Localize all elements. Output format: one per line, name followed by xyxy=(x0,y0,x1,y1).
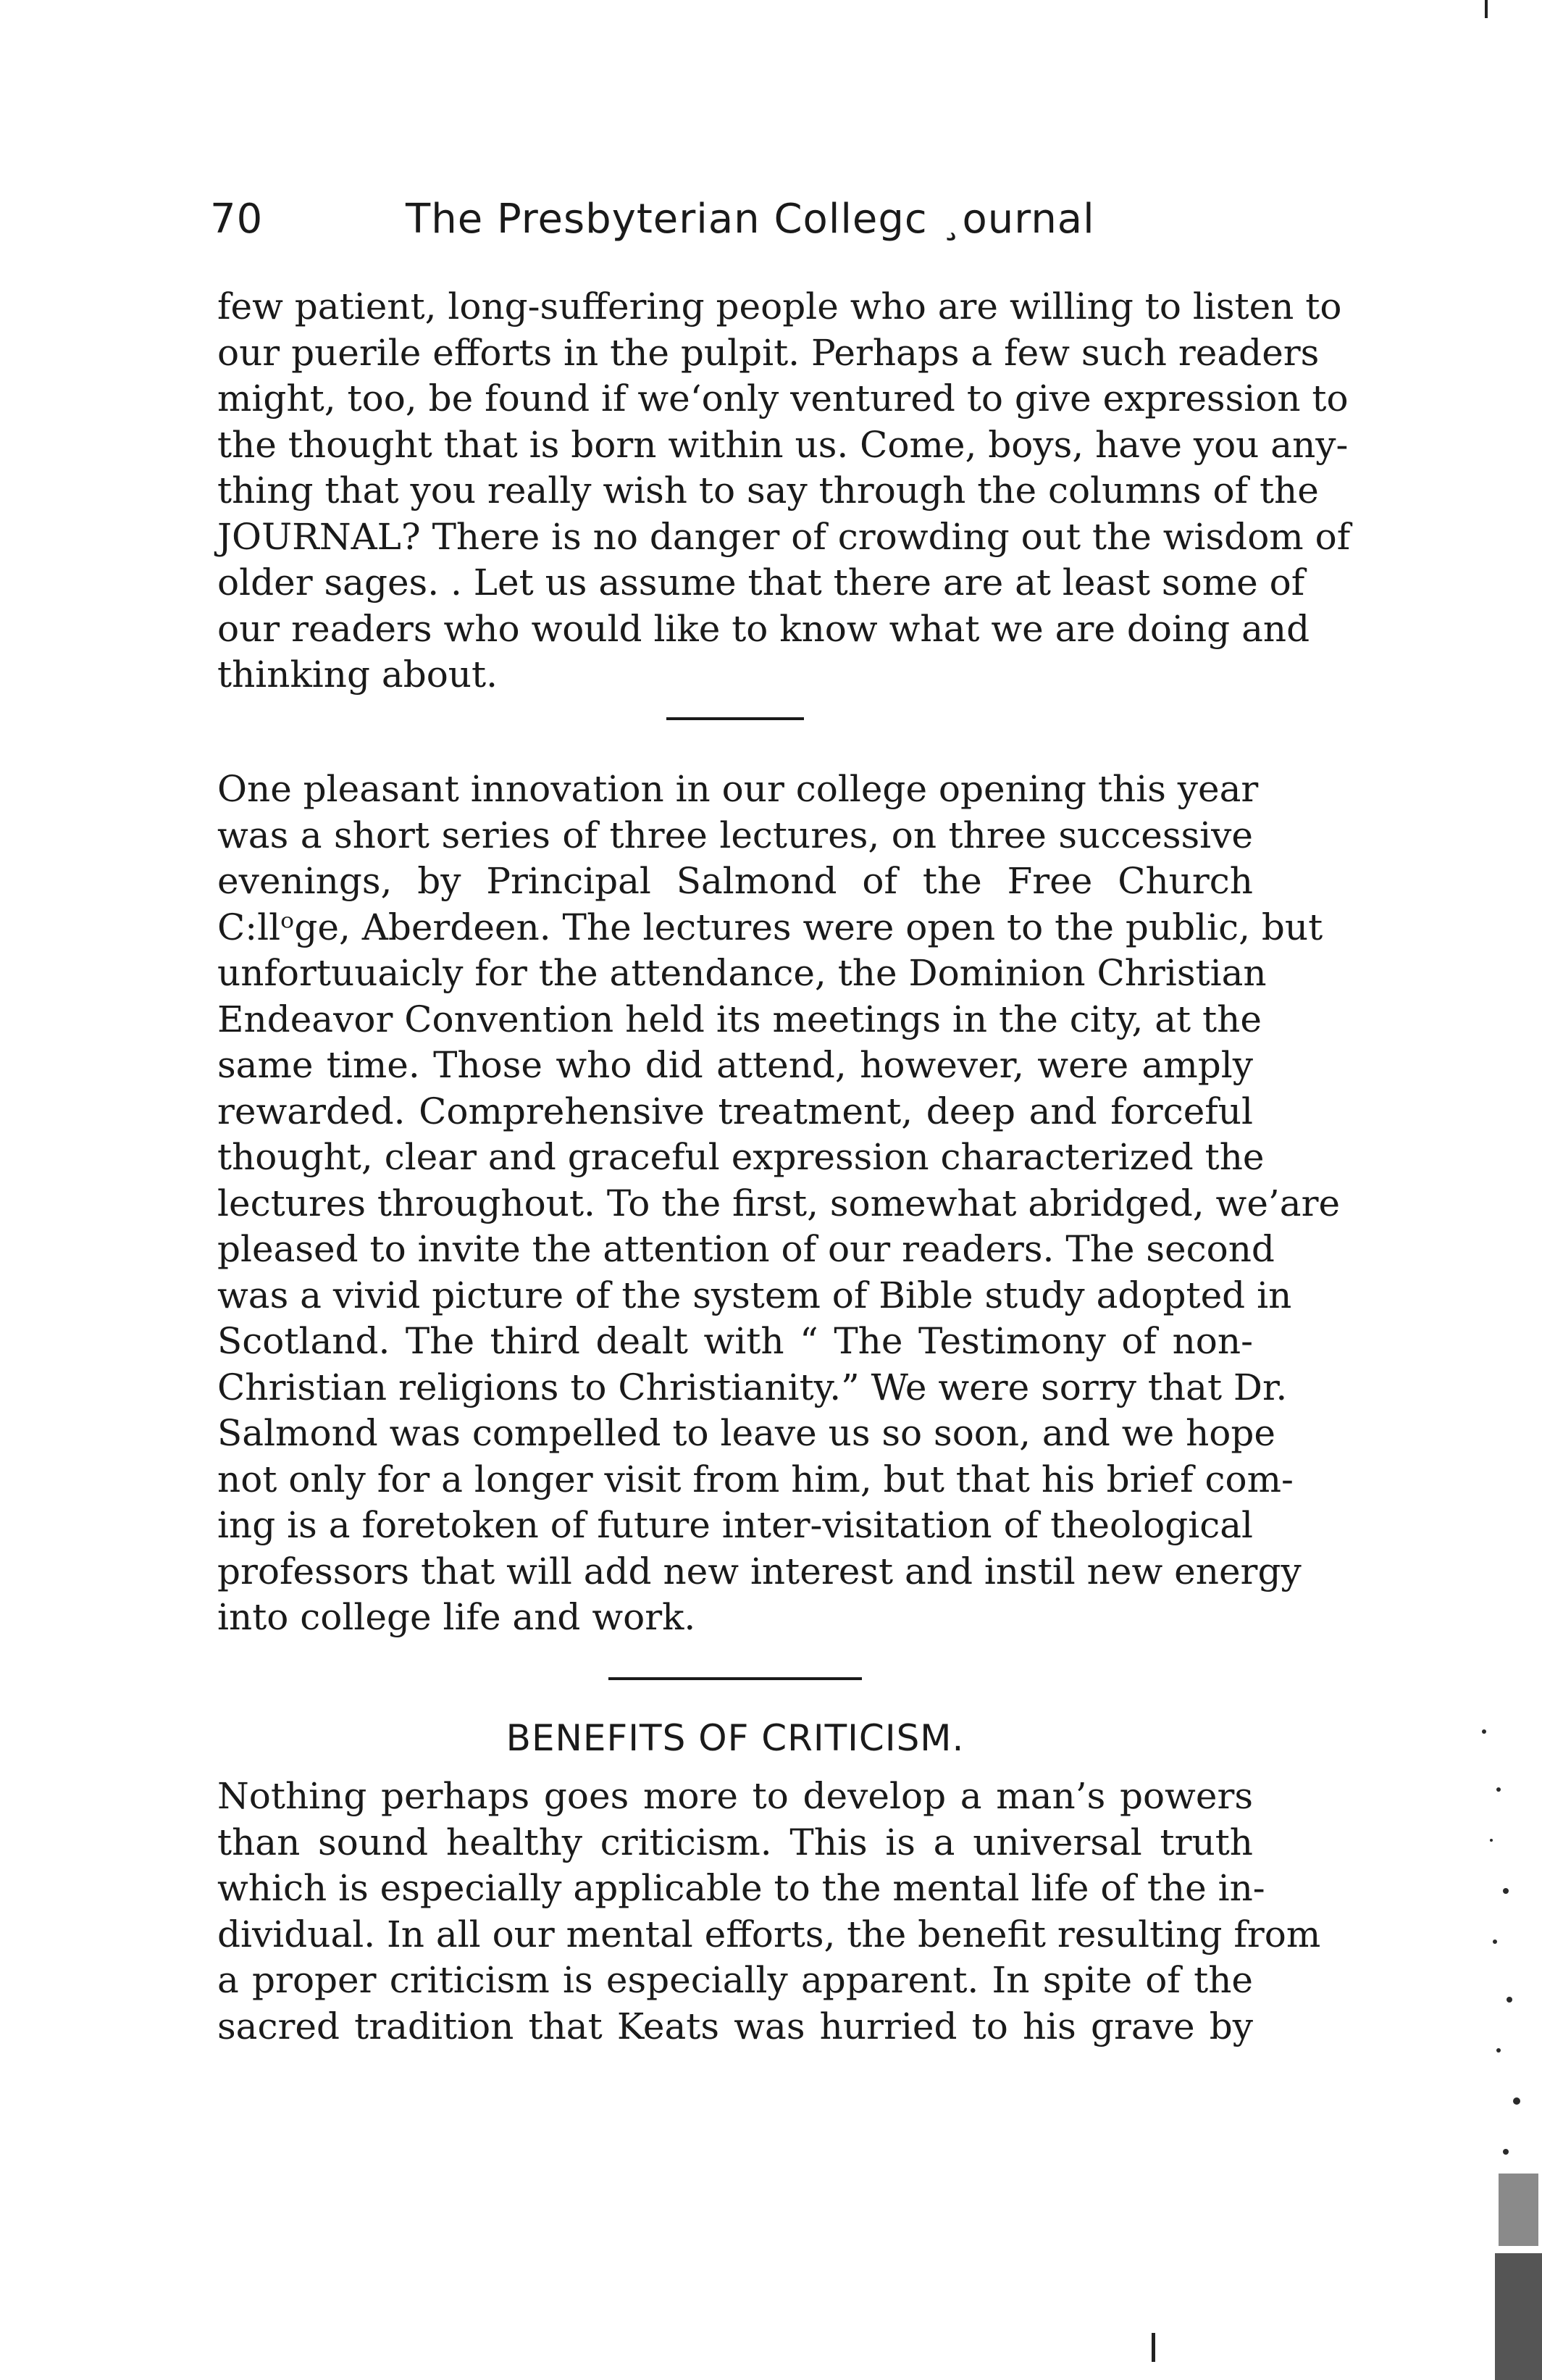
text-line: thinking about. xyxy=(217,654,498,696)
text-line: pleased to invite the attention of our readers. The second xyxy=(217,1228,1275,1270)
text-line: Salmond was compelled to leave us so soon, and we hope xyxy=(217,1412,1275,1454)
text-line: One pleasant innovation in our college opening this year xyxy=(217,768,1259,810)
text-line: rewarded. Comprehensive treatment, deep and forceful xyxy=(217,1090,1253,1132)
text-line: unfortuuaicly for the attendance, the Dominion Christian xyxy=(217,952,1267,994)
text-line: professors that will add new interest and instil new energy xyxy=(217,1550,1302,1592)
text-line: was a vivid picture of the system of Bible study adopted in xyxy=(217,1274,1292,1316)
text-line: a proper criticism is especially apparent. In spite of the xyxy=(217,1959,1253,2001)
text-line: which is especially applicable to the mental life of the in- xyxy=(217,1867,1265,1909)
text-line: Endeavor Convention held its meetings in the city, at the xyxy=(217,998,1262,1040)
text-line: might, too, be found if we‘only ventured to give expression to xyxy=(217,377,1349,419)
paragraph-3 xyxy=(217,1774,1321,2050)
paragraph-2 xyxy=(217,767,1341,1641)
text-line: sacred tradition that Keats was hurried to his grave by xyxy=(217,2005,1253,2047)
text-line: evenings, by Principal Salmond of the Free Church xyxy=(217,860,1253,902)
scan-mark xyxy=(1152,2333,1155,2362)
section-divider xyxy=(666,717,804,720)
section-heading: BENEFITS OF CRITICISM. xyxy=(506,1717,965,1759)
paragraph-1 xyxy=(217,284,1351,698)
text-line: dividual. In all our mental efforts, the benefit resulting from xyxy=(217,1913,1321,1955)
text-line: Christian religions to Christianity.” We were sorry that Dr. xyxy=(217,1366,1288,1408)
text-line: Nothing perhaps goes more to develop a man’s powers xyxy=(217,1775,1253,1817)
text-line: Scotland. The third dealt with “ The Testimony of non- xyxy=(217,1320,1253,1362)
page-number: 70 xyxy=(210,196,264,243)
text-line: ing is a foretoken of future inter-visitation of theological xyxy=(217,1504,1253,1546)
text-line: the thought that is born within us. Come, boys, have you any- xyxy=(217,423,1349,466)
page-header xyxy=(210,196,1253,261)
scan-noise xyxy=(1455,1724,1542,2380)
text-line: thought, clear and graceful expression characterized the xyxy=(217,1136,1265,1178)
running-title: The Presbyterian Collegc ¸ournal xyxy=(406,196,1095,243)
text-line: than sound healthy criticism. This is a universal truth xyxy=(217,1821,1253,1863)
text-line: C:llᵒge, Aberdeen. The lectures were open to the public, but xyxy=(217,906,1323,948)
text-line: our readers who would like to know what we are doing and xyxy=(217,607,1310,650)
text-line: few patient, long-suffering people who are willing to listen to xyxy=(217,285,1342,327)
text-line: thing that you really wish to say through the columns of the xyxy=(217,469,1319,512)
section-divider xyxy=(608,1677,862,1680)
text-line: was a short series of three lectures, on three successive xyxy=(217,814,1253,856)
text-line: same time. Those who did attend, however, were amply xyxy=(217,1044,1253,1086)
text-line: JOURNAL? There is no danger of crowding out the wisdom of xyxy=(217,515,1351,558)
text-line: older sages. . Let us assume that there are at least some of xyxy=(217,561,1305,604)
scan-mark xyxy=(1485,0,1488,18)
text-line: into college life and work. xyxy=(217,1596,696,1638)
text-line: our puerile efforts in the pulpit. Perhaps a few such readers xyxy=(217,331,1320,374)
text-line: not only for a longer visit from him, but that his brief com- xyxy=(217,1458,1294,1500)
text-line: lectures throughout. To the first, somewhat abridged, we’are xyxy=(217,1182,1341,1224)
